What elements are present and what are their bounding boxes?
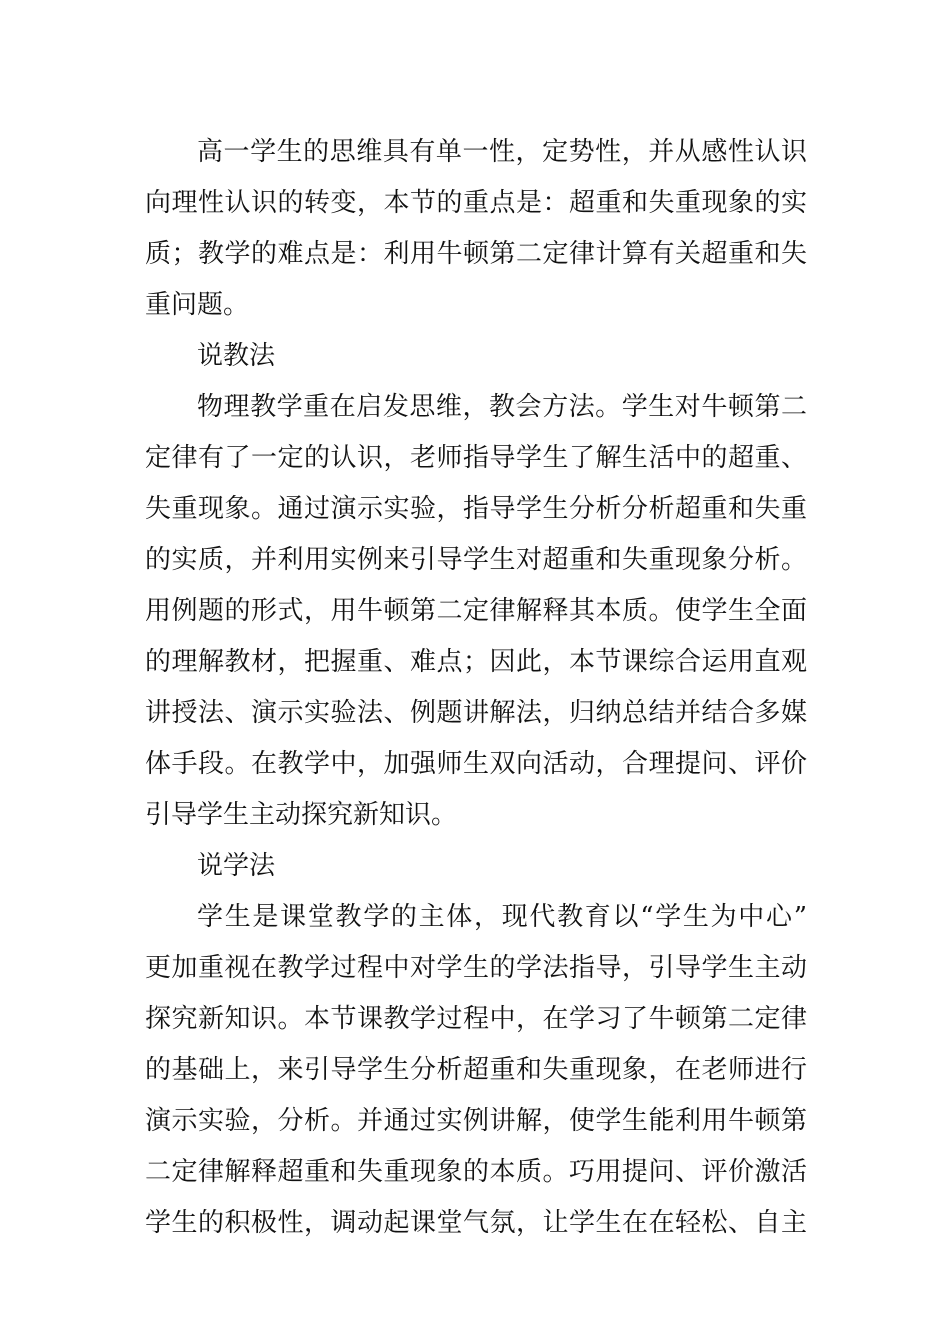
paragraph-study-method: [145, 892, 807, 1249]
text-line: 演示实验，分析。并通过实例讲解，使学生能利用牛顿第: [145, 1106, 807, 1136]
text-line: 用例题的形式，用牛顿第二定律解释其本质。使学生全面: [145, 596, 807, 626]
text-line: 的基础上，来引导学生分析超重和失重现象，在老师进行: [145, 1055, 807, 1085]
section-heading-study-method: [145, 841, 807, 892]
heading-text: 说教法: [197, 341, 276, 371]
text-line: 物理教学重在启发思维，教会方法。学生对牛顿第二: [197, 392, 807, 422]
text-line: 探究新知识。本节课教学过程中，在学习了牛顿第二定律: [145, 1004, 807, 1034]
text-line: 高一学生的思维具有单一性，定势性，并从感性认识: [197, 137, 807, 167]
text-line: 更加重视在教学过程中对学生的学法指导，引导学生主动: [145, 953, 807, 983]
text-line: 的理解教材，把握重、难点；因此，本节课综合运用直观: [145, 647, 807, 677]
text-line: 学生的积极性，调动起课堂气氛，让学生在在轻松、自主: [145, 1208, 807, 1238]
section-heading-teaching-method: [145, 331, 807, 382]
heading-text: 说学法: [197, 851, 276, 881]
paragraph-teaching-method: [145, 382, 807, 841]
text-line: 失重现象。通过演示实验，指导学生分析分析超重和失重: [145, 494, 807, 524]
text-line: 引导学生主动探究新知识。: [145, 800, 458, 830]
text-line: 向理性认识的转变，本节的重点是：超重和失重现象的实: [145, 188, 807, 218]
text-line: 学生是课堂教学的主体，现代教育以“学生为中心”: [197, 902, 807, 932]
text-line: 二定律解释超重和失重现象的本质。巧用提问、评价激活: [145, 1157, 807, 1187]
text-line: 质；教学的难点是：利用牛顿第二定律计算有关超重和失: [145, 239, 807, 269]
document-body: [145, 127, 807, 1249]
text-line: 体手段。在教学中，加强师生双向活动，合理提问、评价: [145, 749, 807, 779]
text-line: 定律有了一定的认识，老师指导学生了解生活中的超重、: [145, 443, 807, 473]
text-line: 重问题。: [145, 290, 250, 320]
paragraph-focus: [145, 127, 807, 331]
text-line: 的实质，并利用实例来引导学生对超重和失重现象分析。: [145, 545, 807, 575]
text-line: 讲授法、演示实验法、例题讲解法，归纳总结并结合多媒: [145, 698, 807, 728]
